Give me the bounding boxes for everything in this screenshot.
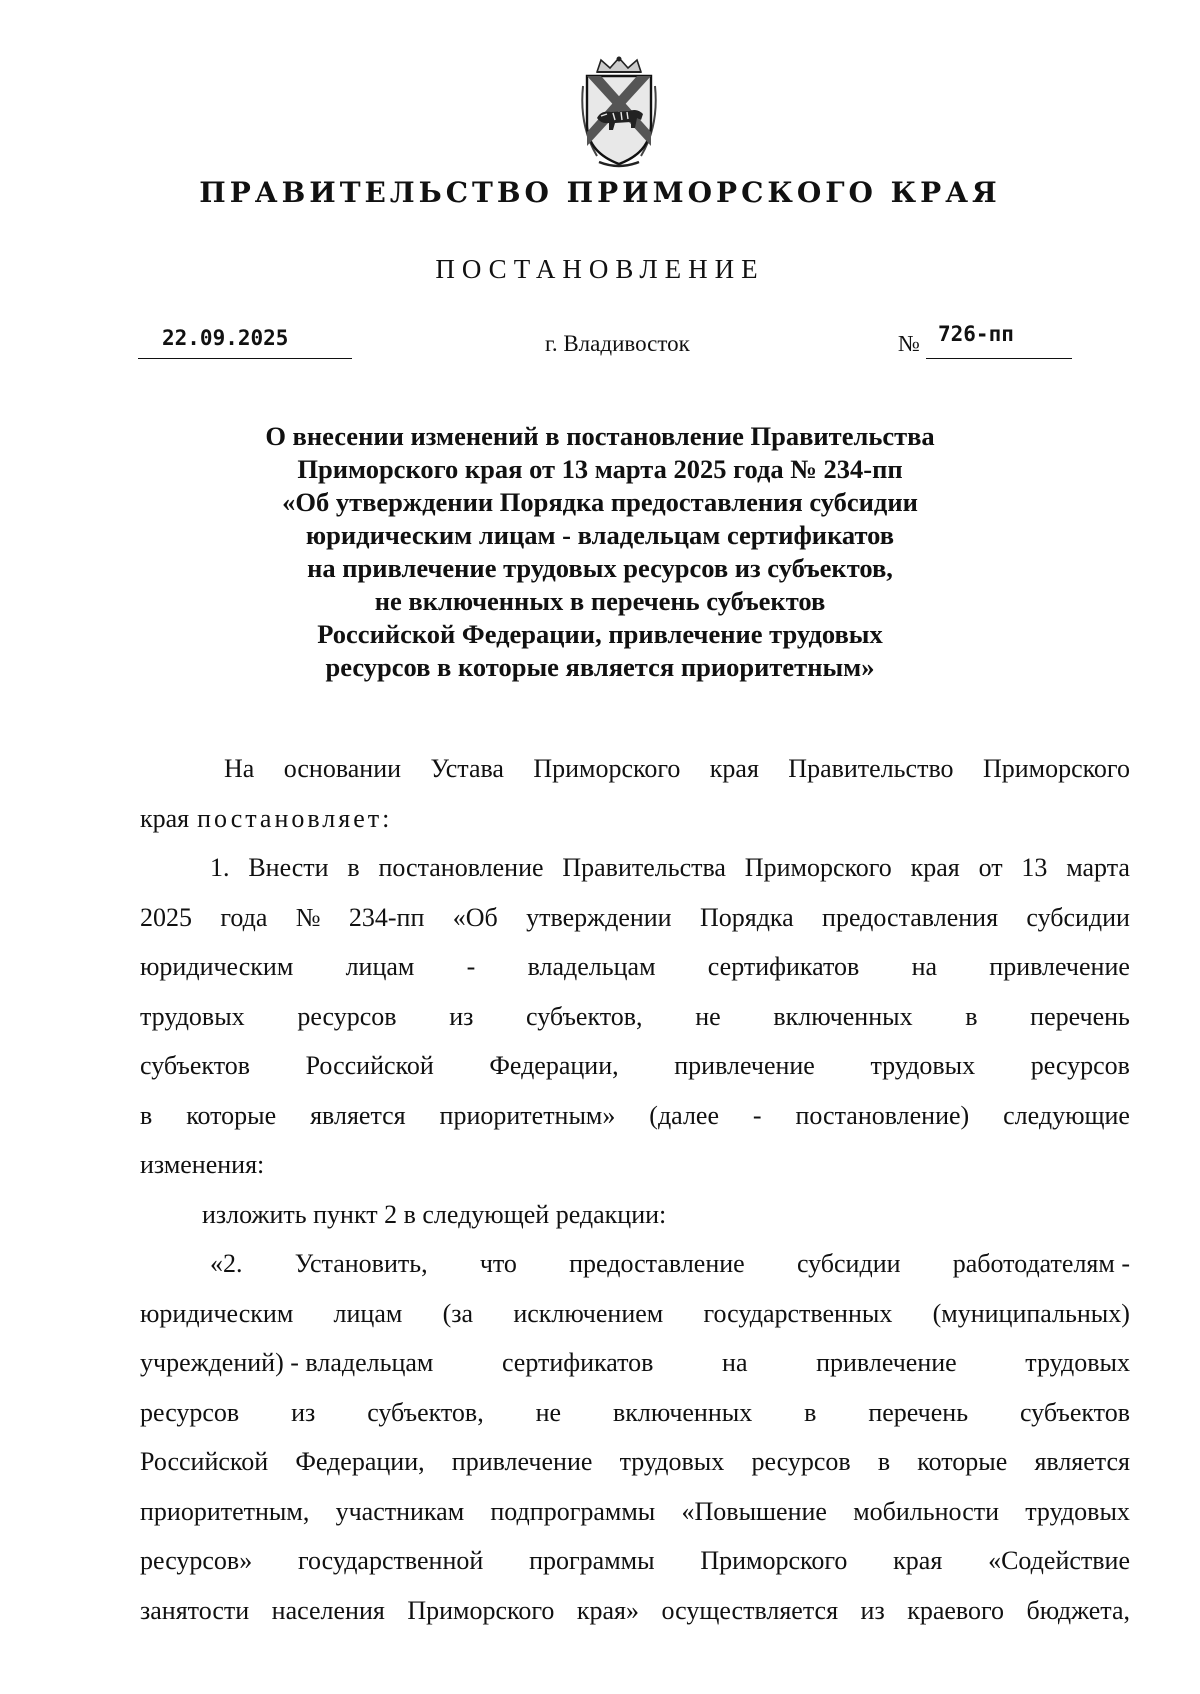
word: лицам <box>345 952 415 981</box>
word: года <box>220 902 268 932</box>
paragraph-line <box>140 992 1130 1042</box>
paragraph-line <box>140 1586 1130 1636</box>
word: лицам <box>333 1298 403 1328</box>
word: края <box>709 754 759 783</box>
word: в <box>347 853 360 882</box>
word: включенных <box>773 1001 913 1031</box>
text-fragment: изложить пункт 2 в следующей редакции: <box>202 1199 667 1229</box>
city-name: г. Владивосток <box>545 331 690 356</box>
word: в <box>804 1397 817 1427</box>
word: ресурсов» <box>140 1546 253 1575</box>
word: 13 <box>1021 853 1048 882</box>
word: (муниципальных) <box>932 1298 1130 1328</box>
word: из <box>449 1001 474 1031</box>
word: подпрограммы <box>490 1496 656 1526</box>
word: в <box>965 1001 978 1031</box>
heading-line: ресурсов в которые является приоритетным» <box>325 652 875 682</box>
word: в <box>877 1447 891 1476</box>
word: перечень <box>1030 1001 1130 1031</box>
word: включенных <box>613 1397 753 1427</box>
word: - <box>466 952 476 981</box>
word: «2. <box>210 1249 243 1278</box>
word: осуществляется <box>661 1595 839 1625</box>
word: трудовых <box>1025 1496 1130 1526</box>
word: Порядка <box>699 902 794 932</box>
word: трудовых <box>870 1051 976 1080</box>
word: «Повышение <box>681 1496 827 1526</box>
heading-line: О внесении изменений в постановление Правительства <box>265 421 935 451</box>
word: мобильности <box>853 1496 1000 1526</box>
paragraph-line <box>140 843 1130 893</box>
word: постановление) <box>795 1100 970 1130</box>
word: края <box>893 1546 943 1575</box>
word: от <box>978 853 1003 882</box>
word: сертификатов <box>707 952 860 981</box>
word: края» <box>576 1595 639 1625</box>
word: Приморского <box>700 1546 848 1575</box>
word: «Об <box>452 902 498 932</box>
word: Правительство <box>788 754 954 783</box>
heading-line: не включенных в перечень субъектов <box>374 586 826 616</box>
word: субъектов, <box>526 1001 643 1031</box>
word: Приморского <box>407 1595 555 1625</box>
word: бюджета, <box>1026 1595 1130 1625</box>
word: - <box>752 1100 762 1130</box>
word: Внести <box>248 853 329 882</box>
paragraph-line <box>140 1289 1130 1339</box>
word: Установить, <box>294 1249 428 1278</box>
heading-line: юридическим лицам - владельцам сертификатов <box>305 520 895 550</box>
word: является <box>1034 1447 1130 1476</box>
paragraph-line <box>140 1239 1130 1289</box>
coat-of-arms-icon <box>577 56 661 174</box>
word: Российской <box>305 1051 434 1080</box>
word: юридическим <box>140 1298 294 1328</box>
word: которые <box>186 1100 277 1130</box>
word: 234-пп <box>348 902 425 932</box>
word: учреждений) - владельцам <box>140 1348 434 1377</box>
document-date: 22.09.2025 <box>162 326 289 350</box>
paragraph-line <box>140 1437 1130 1487</box>
word: из <box>291 1397 316 1427</box>
text-fragment: края <box>140 803 190 833</box>
word: ресурсов <box>1030 1051 1130 1080</box>
word: участникам <box>335 1496 465 1526</box>
word: привлечение <box>451 1447 593 1476</box>
word: не <box>535 1397 562 1427</box>
paragraph-line <box>140 1190 1130 1240</box>
word: государственной <box>297 1546 484 1575</box>
word: предоставление <box>569 1249 745 1278</box>
word: населения <box>271 1595 385 1625</box>
paragraph-line <box>140 1536 1130 1586</box>
paragraph-line <box>140 1041 1130 1091</box>
word: привлечение <box>816 1348 957 1377</box>
word: «Содействие <box>988 1546 1130 1575</box>
word: основании <box>283 754 402 783</box>
word: в <box>140 1100 153 1130</box>
word: субсидии <box>796 1249 901 1278</box>
paragraph-line <box>140 1140 1130 1190</box>
word: которые <box>917 1447 1008 1476</box>
number-sign: № <box>898 331 920 356</box>
word: трудовых <box>140 1001 245 1031</box>
word: утверждении <box>526 902 672 932</box>
word: 2025 <box>140 902 192 932</box>
word: ресурсов <box>297 1001 397 1031</box>
word: субъектов <box>140 1051 251 1080</box>
government-title: ПРАВИТЕЛЬСТВО ПРИМОРСКОГО КРАЯ <box>199 176 1001 209</box>
heading-line: Приморского края от 13 марта 2025 года № 234-пп <box>297 454 903 484</box>
word: Правительства <box>562 853 726 882</box>
word: № <box>295 902 321 932</box>
word: трудовых <box>619 1447 725 1476</box>
word: работодателям - <box>952 1249 1130 1278</box>
word: из <box>860 1595 885 1625</box>
word: Приморского <box>533 754 681 783</box>
paragraph-line <box>140 1338 1130 1388</box>
word: что <box>479 1249 517 1278</box>
paragraph-line <box>140 794 1130 844</box>
word: приоритетным, <box>140 1496 310 1526</box>
word: Федерации, <box>489 1051 619 1080</box>
word: (далее <box>649 1100 720 1130</box>
paragraph-line <box>140 942 1130 992</box>
paragraph-line <box>140 744 1130 794</box>
document-type: ПОСТАНОВЛЕНИЕ <box>435 254 765 284</box>
word: постановление <box>378 853 544 882</box>
word: марта <box>1066 853 1130 882</box>
word: программы <box>529 1546 655 1575</box>
word: субъектов <box>1019 1397 1130 1427</box>
word: владельцам <box>527 952 656 981</box>
heading-line: на привлечение трудовых ресурсов из субъектов, <box>307 553 893 583</box>
word: Федерации, <box>295 1447 425 1476</box>
document-heading <box>120 420 1080 684</box>
word: Приморского <box>744 853 892 882</box>
word: изменения: <box>140 1150 265 1179</box>
word: на <box>722 1348 748 1377</box>
word: На <box>224 754 255 783</box>
word: на <box>911 952 938 981</box>
heading-line: Российской Федерации, привлечение трудовых <box>317 619 883 649</box>
word: Устава <box>430 754 504 783</box>
word: следующие <box>1003 1100 1130 1130</box>
paragraph-line <box>140 1388 1130 1438</box>
word: привлечение <box>674 1051 815 1080</box>
document-number: 726-пп <box>938 322 1014 346</box>
word: исключением <box>513 1298 664 1328</box>
word: занятости <box>140 1595 250 1625</box>
word: является <box>310 1100 406 1130</box>
paragraph-1 <box>140 843 1130 1190</box>
word: ресурсов <box>140 1397 240 1427</box>
word: Российской <box>140 1447 269 1476</box>
date-field <box>138 328 352 359</box>
word: краевого <box>907 1595 1005 1625</box>
word: предоставления <box>822 902 999 932</box>
word: сертификатов <box>501 1348 654 1377</box>
paragraph-line <box>140 893 1130 943</box>
heading-line: «Об утверждении Порядка предоставления субсидии <box>282 487 918 517</box>
word: трудовых <box>1025 1348 1130 1377</box>
word: Приморского <box>982 754 1130 783</box>
document-body <box>140 744 1130 1635</box>
word: привлечение <box>989 952 1130 981</box>
word: края <box>910 853 960 882</box>
word: ресурсов <box>751 1447 851 1476</box>
word: юридическим <box>140 952 294 981</box>
word: приоритетным» <box>439 1100 616 1130</box>
word: субъектов, <box>367 1397 484 1427</box>
paragraph-line <box>140 1487 1130 1537</box>
word: не <box>695 1001 721 1031</box>
word: государственных <box>703 1298 893 1328</box>
spaced-keyword: постановляет: <box>197 803 393 833</box>
word: 1. <box>210 853 230 882</box>
paragraph-line <box>140 1091 1130 1141</box>
quoted-paragraph-2 <box>140 1239 1130 1635</box>
word: перечень <box>868 1397 969 1427</box>
number-field <box>926 322 1072 359</box>
word: субсидии <box>1026 902 1130 932</box>
word: (за <box>442 1298 474 1328</box>
